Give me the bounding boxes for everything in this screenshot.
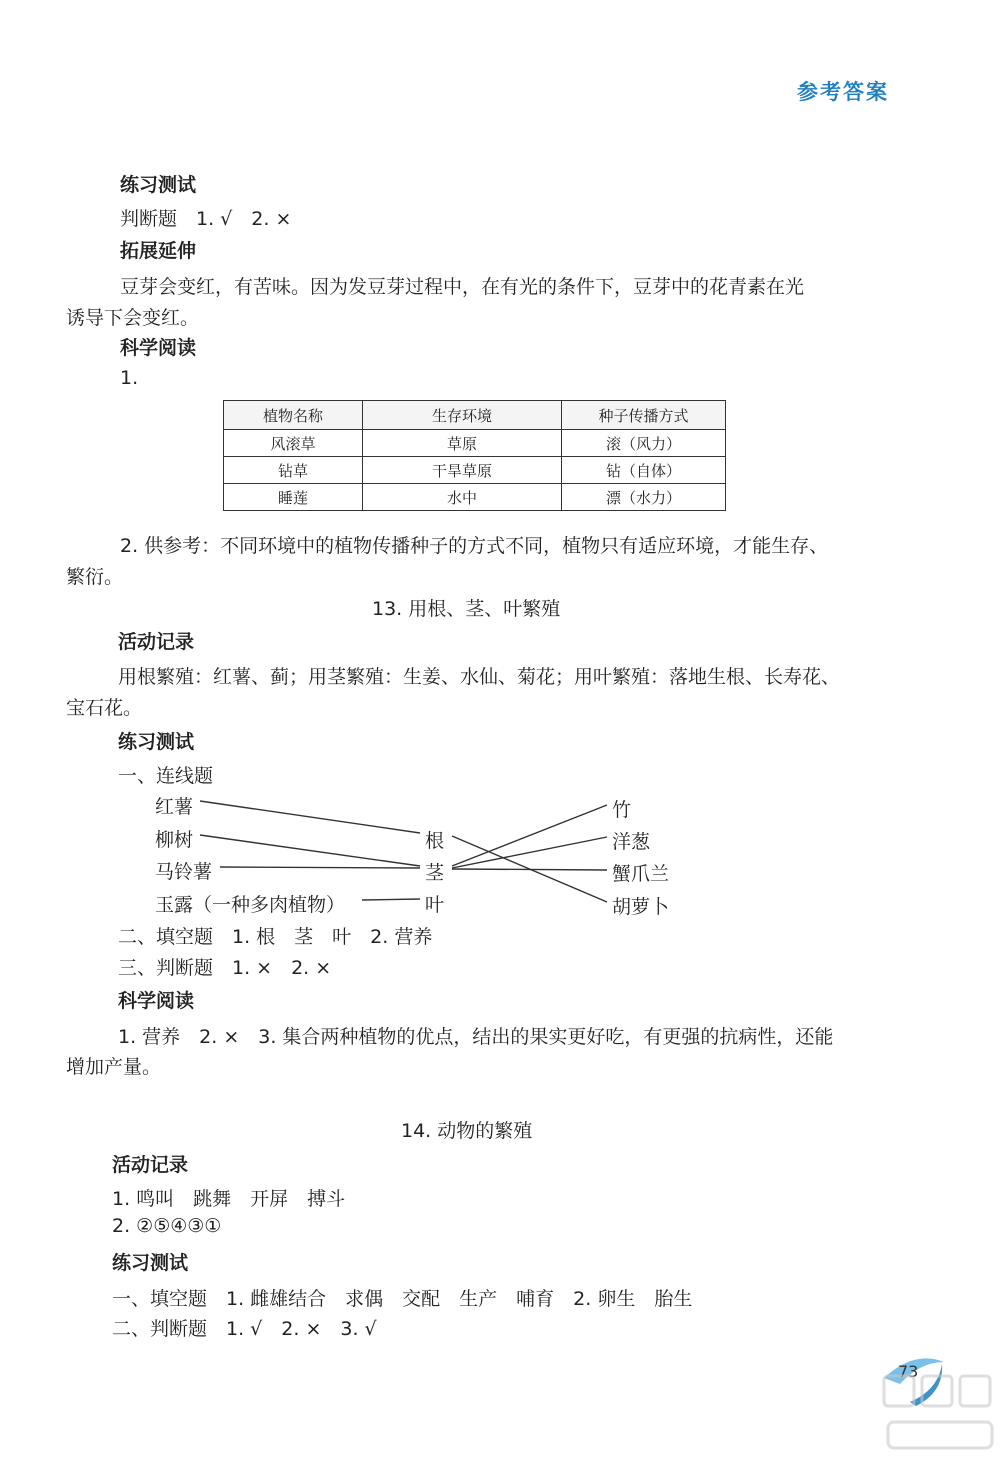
match-right-item: 洋葱 [612, 831, 651, 853]
table-cell: 滚（风力） [562, 430, 726, 457]
extension-line-1: 豆芽会变红，有苦味。因为发豆芽过程中，在有光的条件下，豆芽中的花青素在光 [120, 276, 805, 298]
heading-extension: 拓展延伸 [120, 240, 197, 262]
table-cell: 草原 [363, 430, 562, 457]
table-cell: 钻（自体） [562, 457, 726, 484]
fill-in-answers: 二、填空题 1. 根 茎 叶 2. 营养 [118, 926, 433, 948]
heading-activity-record: 活动记录 [118, 631, 195, 653]
table-cell: 钻草 [224, 457, 363, 484]
activity-answers-1: 1. 鸣叫 跳舞 开屏 搏斗 [112, 1188, 346, 1210]
activity-answers-2: 2. ②⑤④③① [112, 1215, 222, 1237]
heading-practice-test: 练习测试 [120, 174, 197, 196]
table-cell: 睡莲 [224, 484, 363, 511]
match-line [362, 899, 420, 900]
match-line [452, 869, 607, 870]
table-header-cell: 植物名称 [224, 401, 363, 430]
table-cell: 水中 [363, 484, 562, 511]
match-middle-item: 茎 [425, 862, 445, 884]
judge-answers: 三、判断题 1. × 2. × [118, 957, 332, 979]
matching-title: 一、连线题 [118, 765, 214, 787]
activity-line-1: 用根繁殖：红薯、蓟；用茎繁殖：生姜、水仙、菊花；用叶繁殖：落地生根、长寿花、 [118, 666, 841, 688]
heading-science-reading: 科学阅读 [118, 990, 195, 1012]
table-header-cell: 种子传播方式 [562, 401, 726, 430]
judge-answers: 判断题 1. √ 2. × [120, 208, 292, 230]
section-title-14: 14. 动物的繁殖 [401, 1120, 533, 1142]
match-left-item: 玉露（一种多肉植物） [155, 894, 346, 916]
match-right-item: 竹 [612, 799, 632, 821]
header-tag: 参考答案 [797, 80, 889, 104]
watermark-logo [880, 1370, 1000, 1460]
reading-line-2: 增加产量。 [66, 1056, 162, 1078]
table-cell: 漂（水力） [562, 484, 726, 511]
table-header-cell: 生存环境 [363, 401, 562, 430]
reference-line-1: 2. 供参考：不同环境中的植物传播种子的方式不同，植物只有适应环境，才能生存、 [120, 535, 829, 557]
match-left-item: 柳树 [155, 829, 194, 851]
reference-line-2: 繁衍。 [66, 566, 124, 588]
match-line [452, 805, 607, 866]
match-middle-item: 叶 [425, 894, 445, 916]
match-right-item: 胡萝卜 [612, 896, 670, 918]
heading-activity-record: 活动记录 [112, 1154, 189, 1176]
reading-number: 1. [120, 367, 139, 389]
match-left-item: 马铃薯 [155, 861, 213, 883]
match-line [200, 801, 420, 833]
match-left-item: 红薯 [155, 796, 194, 818]
table-cell: 干旱草原 [363, 457, 562, 484]
page-number: 73 [898, 1362, 919, 1381]
judge-answers: 二、判断题 1. √ 2. × 3. √ [112, 1318, 377, 1340]
match-line [200, 835, 420, 866]
match-middle-item: 根 [425, 830, 445, 852]
heading-practice-test: 练习测试 [118, 731, 195, 753]
extension-line-2: 诱导下会变红。 [66, 307, 200, 329]
match-line [220, 867, 420, 868]
heading-science-reading: 科学阅读 [120, 337, 197, 359]
section-title-13: 13. 用根、茎、叶繁殖 [372, 598, 561, 620]
heading-practice-test: 练习测试 [112, 1252, 189, 1274]
table-cell: 风滚草 [224, 430, 363, 457]
fill-in-answers: 一、填空题 1. 雌雄结合 求偶 交配 生产 哺育 2. 卵生 胎生 [112, 1288, 693, 1310]
match-right-item: 蟹爪兰 [612, 863, 670, 885]
activity-line-2: 宝石花。 [66, 697, 143, 719]
match-line [452, 837, 607, 868]
reading-line-1: 1. 营养 2. × 3. 集合两种植物的优点，结出的果实更好吃，有更强的抗病性，还能 [118, 1026, 834, 1048]
